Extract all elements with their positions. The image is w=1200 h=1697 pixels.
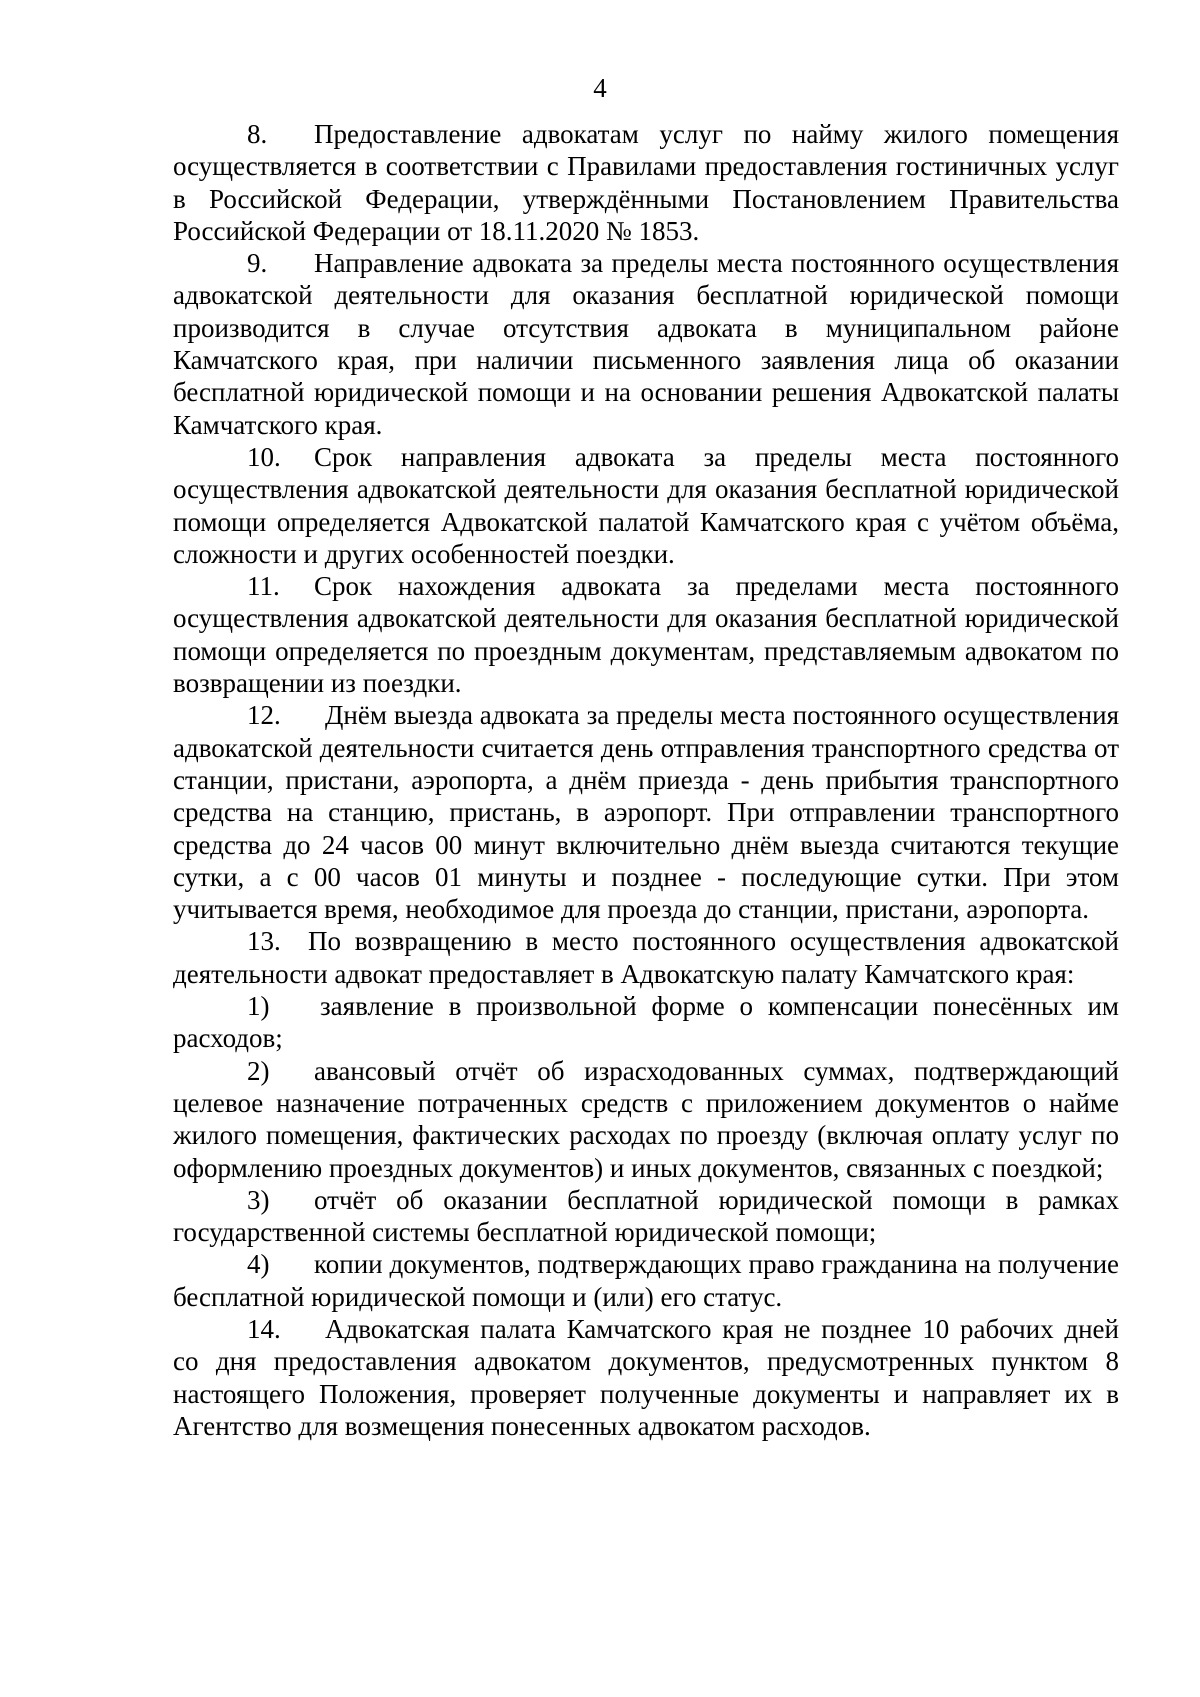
paragraph-text: Адвокатская палата Камчатского края не позднее 10 рабочих дней со дня предоставления адвокатом документов, предусмотренных пунктом 8 настоящего Положения, проверяет полученные документы и направляет их в Агентство для возмещения понесенных адвокатом расходов. bbox=[173, 1313, 1119, 1441]
item-number: 4) bbox=[247, 1249, 270, 1280]
paragraph-text: копии документов, подтверждающих право гражданина на получение бесплатной юридической помощи и (или) его статус. bbox=[173, 1249, 1119, 1312]
paragraph-text: Срок направления адвоката за пределы места постоянного осуществления адвокатской деятельности для оказания бесплатной юридической помощи определяется Адвокатской палатой Камчатского края с учётом объёма, сложности и других особенностей поездки. bbox=[173, 441, 1119, 569]
item-number: 14. bbox=[247, 1313, 281, 1344]
paragraph-9 bbox=[173, 247, 1119, 441]
item-number: 8. bbox=[247, 119, 268, 149]
paragraph-text: авансовый отчёт об израсходованных суммах, подтверждающий целевое назначение потраченных средств с приложением документов о найме жилого помещения, фактических расходах по проезду (включая оплату услуг по оформлению проездных документов) и иных документов, связанных с поездкой; bbox=[173, 1055, 1119, 1183]
item-number: 11. bbox=[247, 571, 280, 602]
page-number: 4 bbox=[593, 73, 607, 103]
paragraph-text: Днём выезда адвоката за пределы места постоянного осуществления адвокатской деятельности считается день отправления транспортного средства от станции, пристани, аэропорта, а днём приезда - день прибытия транспортного средства на станцию, пристань, в аэропорт. При отправлении транспортного средства до 24 часов 00 минут включительно днём выезда считаются текущие сутки, а с 00 часов 01 минуты и позднее - последующие сутки. При этом учитывается время, необходимое для проезда до станции, пристани, аэропорта. bbox=[173, 700, 1119, 925]
paragraph-text: Направление адвоката за пределы места постоянного осуществления адвокатской деятельности для оказания бесплатной юридической помощи производится в случае отсутствия адвоката в муниципальном районе Камчатского края, при наличии письменного заявления лица об оказании бесплатной юридической помощи и на основании решения Адвокатской палаты Камчатского края. bbox=[173, 248, 1119, 440]
item-number: 9. bbox=[247, 248, 268, 279]
item-number: 1) bbox=[247, 991, 270, 1022]
subitem-4 bbox=[173, 1248, 1119, 1313]
paragraph-8 bbox=[173, 118, 1119, 247]
item-number: 13. bbox=[247, 926, 281, 957]
paragraph-12 bbox=[173, 699, 1119, 925]
subitem-2 bbox=[173, 1055, 1119, 1184]
item-number: 3) bbox=[247, 1184, 270, 1215]
item-number: 10. bbox=[247, 441, 281, 472]
paragraph-11 bbox=[173, 570, 1119, 699]
paragraph-text: Срок нахождения адвоката за пределами места постоянного осуществления адвокатской деятельности для оказания бесплатной юридической помощи определяется по проездным документам, представляемым адвокатом по возвращении из поездки. bbox=[173, 571, 1119, 699]
paragraph-10 bbox=[173, 441, 1119, 570]
paragraph-13 bbox=[173, 925, 1119, 990]
paragraph-text: Предоставление адвокатам услуг по найму жилого помещения осуществляется в соответствии с Правилами предоставления гостиничных услуг в Российской Федерации, утверждёнными Постановлением Правительства Российской Федерации от 18.11.2020 № 1853. bbox=[173, 119, 1119, 246]
paragraph-text: По возвращению в место постоянного осуществления адвокатской деятельности адвокат предоставляет в Адвокатскую палату Камчатского края: bbox=[173, 926, 1119, 989]
subitem-1 bbox=[173, 990, 1119, 1055]
subitem-3 bbox=[173, 1184, 1119, 1249]
item-number: 12. bbox=[247, 700, 281, 731]
paragraph-text: отчёт об оказании бесплатной юридической помощи в рамках государственной системы бесплатной юридической помощи; bbox=[173, 1184, 1119, 1248]
paragraph-text: заявление в произвольной форме о компенсации понесённых им расходов; bbox=[173, 991, 1119, 1054]
document-body bbox=[173, 118, 1119, 1442]
paragraph-14 bbox=[173, 1313, 1119, 1442]
item-number: 2) bbox=[247, 1055, 270, 1086]
